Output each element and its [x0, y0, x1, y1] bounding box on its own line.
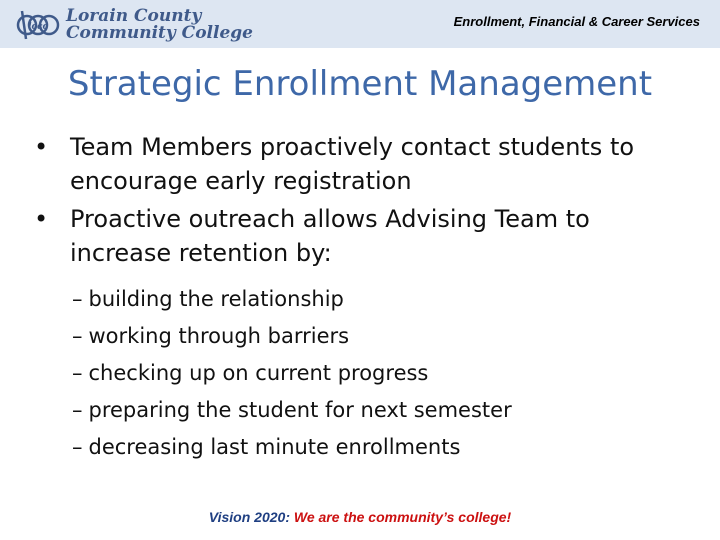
sub-bullet-text: working through barriers: [88, 324, 350, 348]
footer-slogan: We are the community’s college!: [293, 509, 512, 525]
footer-vision-label: Vision 2020:: [208, 509, 290, 525]
dash-marker: –: [72, 398, 83, 422]
header-tagline: Enrollment, Financial & Career Services: [453, 14, 700, 29]
logo-mark-text: lccc: [28, 22, 48, 32]
bullet-text: Proactive outreach allows Advising Team to increase retention by:: [70, 205, 590, 267]
college-logo: [16, 6, 253, 44]
sub-bullet-text: building the relationship: [88, 287, 344, 311]
sub-bullet-item: [72, 392, 672, 429]
sub-bullet-item: [72, 355, 672, 392]
sub-bullet-text: checking up on current progress: [88, 361, 429, 385]
dash-marker: –: [72, 287, 83, 311]
bullet-item: [34, 202, 694, 270]
bullet-item: [34, 130, 694, 198]
sub-bullet-item: [72, 281, 672, 318]
footer-vision: [0, 509, 720, 525]
dash-marker: –: [72, 324, 83, 348]
bullet-marker: •: [34, 133, 49, 161]
bullet-marker: •: [34, 205, 49, 233]
dash-marker: –: [72, 435, 83, 459]
logo-line-2: Community College: [66, 23, 253, 43]
sub-bullet-list: [72, 281, 672, 466]
bullet-text: Team Members proactively contact students to encourage early registration: [70, 133, 635, 195]
slide-title: Strategic Enrollment Management: [67, 64, 653, 104]
dash-marker: –: [72, 361, 83, 385]
sub-bullet-item: [72, 318, 672, 355]
sub-bullet-text: decreasing last minute enrollments: [88, 435, 461, 459]
lccc-logo-icon: [16, 7, 60, 43]
sub-bullet-item: [72, 429, 672, 466]
logo-wordmark: [66, 8, 253, 42]
sub-bullet-text: preparing the student for next semester: [88, 398, 512, 422]
bullet-list: [34, 130, 694, 274]
logo-line-1: Lorain County: [66, 6, 202, 26]
